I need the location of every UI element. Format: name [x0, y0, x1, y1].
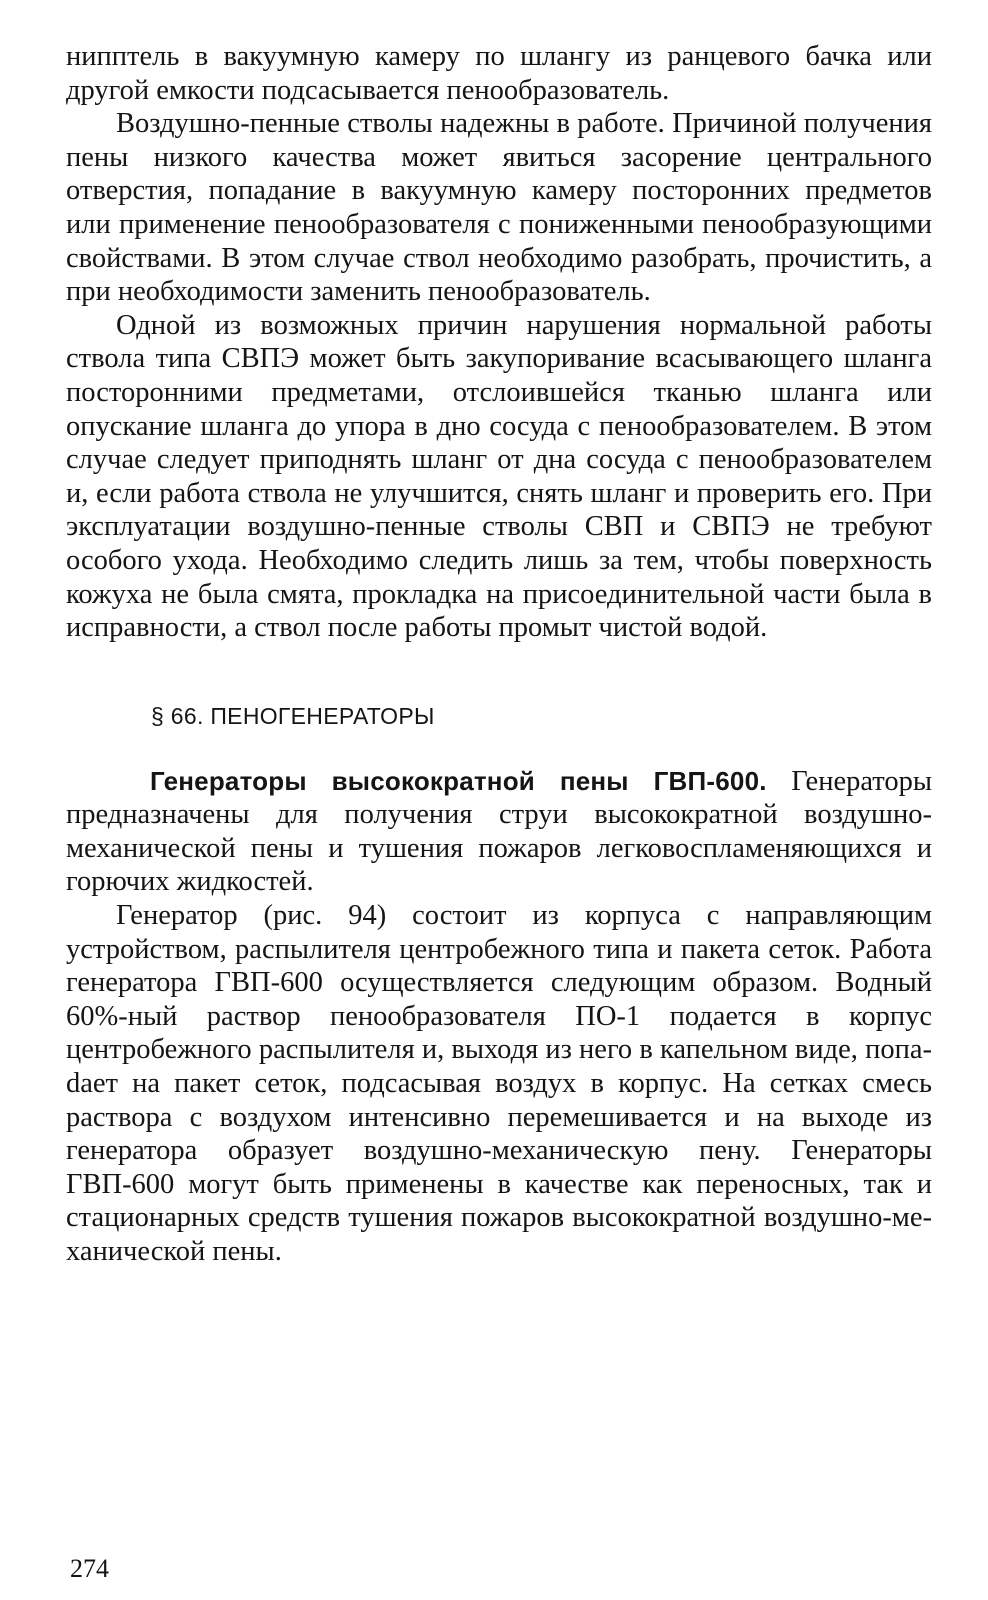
paragraph-generator-design: Генератор (рис. 94) состоит из корпуса с направляющим устройством, распылителя центробежного типа и пакета сеток. Работа генератора ГВП-600 осуществляется следующим образом. Водный 60%-ный раствор пенообразователя ПО-1 подается в корпус центробежного распылителя и, выходя из него в капельном виде, попаdает на пакет сеток, подсасывая воздух в корпус. На сетках смесь раствора с воздухом интенсивно перемешивается и на выходе из генератора образует воздушно-механическую пену. Генераторы ГВП-600 могут быть применены в качестве как переносных, так и стационарных средств тушения пожаров высокократной воздушно-механической пены.	[66, 900, 932, 1267]
section-heading: § 66. ПЕНОГЕНЕРАТОРЫ	[151, 702, 435, 729]
paragraph-nozzle-reliability: Воздушно-пенные стволы надежны в работе. Причиной получения пены низкого качества может явиться засорение центрального отверстия, попадание в вакуумную камеру посторонних предметов или применение пенообразователя с пониженными пенообразующими свойствами. В этом случае ствол необходимо разобрать, прочистить, а при необходимости заменить пенообразователь.	[66, 108, 932, 308]
page-body	[66, 40, 932, 1269]
paragraph-gvp-purpose-text: Генераторы предназначены для получения струи высокократной воздушно-механической пены и тушения пожаров легковоспламеняющихся и горючих жидкостей.	[66, 765, 933, 898]
page-number: 274	[70, 1554, 109, 1583]
run-in-heading: Генераторы высокократной пены ГВП-600.	[150, 765, 767, 796]
paragraph-continued: нипптель в вакуумную камеру по шлангу из ранцевого бачка или другой емкости подсасывается пенообразователь.	[66, 41, 932, 106]
paragraph-svpe-malfunction: Одной из возможных причин нарушения нормальной работы ствола типа СВПЭ может быть закупоривание всасывающего шланга посторонними предметами, отслоившейся тканью шланга или опускание шланга до упора в дно сосуда с пенообразователем. В этом случае следует приподнять шланг от дна сосуда с пенообразователем и, если работа ствола не улучшится, снять шланг и проверить его. При эксплуатации воздушно-пенные стволы СВП и СВПЭ не требуют особого ухода. Необходимо следить лишь за тем, чтобы поверхность кожуха не была смята, прокладка на присоединительной части была в исправности, а ствол после работы промыт чистой водой.	[66, 309, 932, 644]
paragraph-gvp-purpose	[66, 765, 932, 899]
